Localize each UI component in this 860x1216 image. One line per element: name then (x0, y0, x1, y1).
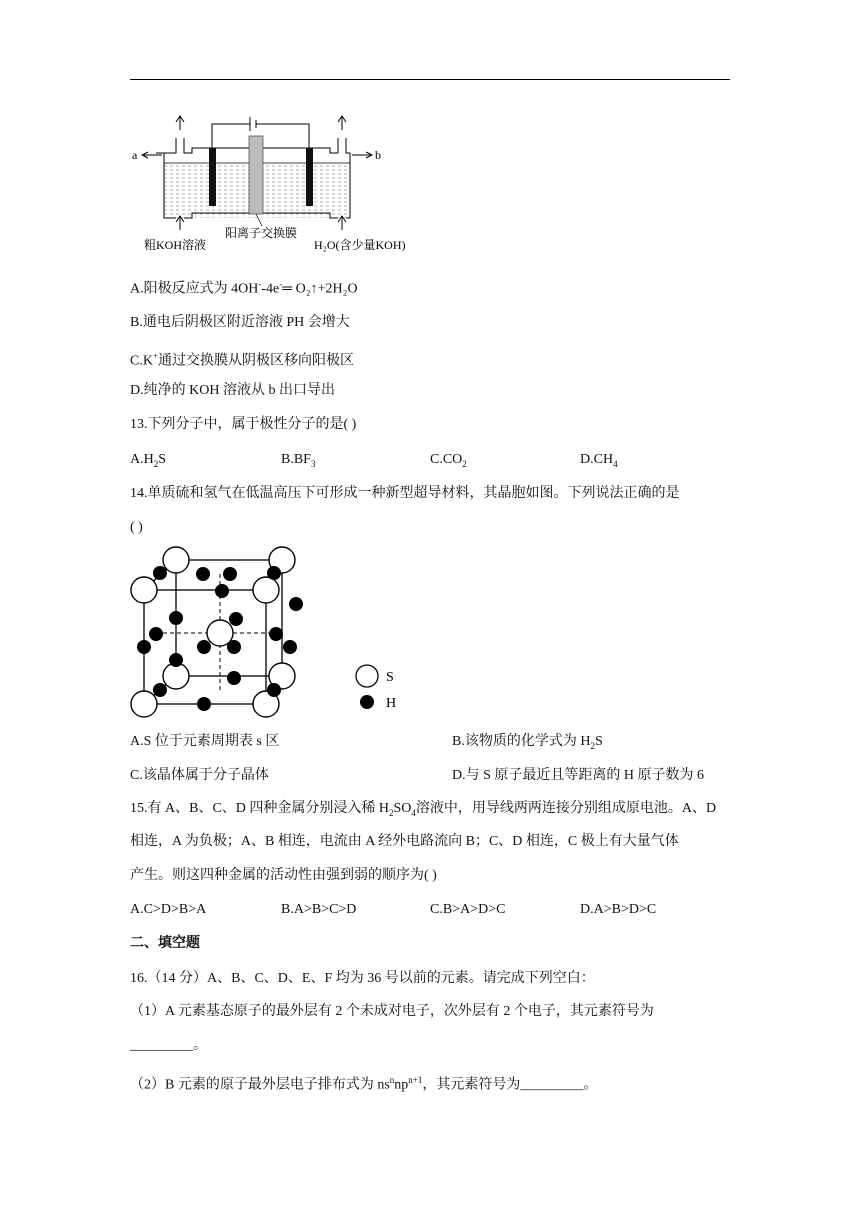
legend-s-symbol (356, 665, 378, 687)
outlet-a-label: a (132, 148, 138, 162)
cation-exchange-membrane (249, 136, 263, 214)
q14-option-d: D.与 S 原子最近且等距离的 H 原子数为 6 (452, 768, 705, 783)
h-atom (227, 671, 241, 685)
q14-option-a: A.S 位于元素周期表 s 区 (130, 734, 280, 749)
q16-part2: （2）B 元素的原子最外层电子排布式为 $ns^nnp^{n+1}$，其元素符号为_________。 (130, 1075, 598, 1093)
q12-option-a: A.阳极反应式为 4OH--4e-═ O₂↑+2H₂O (130, 279, 358, 297)
h-atom (169, 611, 183, 625)
q16-stem: 16.（14 分）A、B、C、D、E、F 均为 36 号以前的元素。请完成下列空白： (130, 971, 595, 986)
q12-option-b: B.通电后阴极区附近溶液 PH 会增大 (130, 315, 350, 330)
q14-stem: 14.单质硫和氢气在低温高压下可形成一种新型超导材料，其晶胞如图。下列说法正确的是 (130, 486, 680, 501)
header-rule (130, 79, 730, 80)
electrolysis-cell-figure (128, 108, 428, 256)
h-atom (196, 567, 210, 581)
legend-s-label: S (386, 670, 394, 685)
q13-option-c: $C.CO_2$ (430, 452, 467, 469)
h-atom (223, 567, 237, 581)
anode-electrode (209, 148, 216, 206)
q13-stem: 13.下列分子中，属于极性分子的是( ) (130, 417, 357, 432)
q16-part1-blank: _________。 (130, 1038, 207, 1053)
q13-option-b: $B.BF_3$ (281, 452, 316, 469)
q15-stem-line1: 15.有 A、B、C、D 四种金属分别浸入稀 $H_2SO_4$溶液中，用导线两两连接分别组成原电池。A、D (130, 801, 717, 818)
h-atom (269, 627, 283, 641)
q14-option-c: C.该晶体属于分子晶体 (130, 768, 269, 783)
s-atom (253, 577, 279, 603)
h-atom (153, 566, 167, 580)
crystal-cell-figure (126, 544, 416, 724)
q13-option-a: $A.H_2S$ (130, 452, 167, 469)
h-atom (289, 597, 303, 611)
q15-stem-line3: 产生。则这四种金属的活动性由强到弱的顺序为( ) (130, 868, 437, 883)
q14-option-b: B.该物质的化学式为 $H_2S$ (452, 734, 603, 751)
s-atom (131, 577, 157, 603)
legend-h-symbol (360, 695, 374, 709)
q13-option-d: $D.CH_4$ (580, 452, 618, 469)
h-atom (197, 697, 211, 711)
h-atom (227, 640, 241, 654)
h-atom (137, 640, 151, 654)
circuit-wire (212, 124, 250, 148)
q12-option-c: C.K+通过交换膜从阴极区移向阳极区 (130, 351, 355, 369)
section-heading: 二、填空题 (130, 936, 200, 951)
q15-stem-line2: 相连，A 为负极；A、B 相连，电流由 A 经外电路流向 B；C、D 相连，C 极上有大量气体 (130, 834, 679, 849)
q15-option-d: D.A>B>D>C (580, 902, 657, 917)
cathode-electrode (306, 148, 313, 206)
h-atom (169, 653, 183, 667)
legend-h-label: H (386, 696, 397, 711)
h-atom (267, 566, 281, 580)
membrane-label: 阳离子交换膜 (225, 226, 298, 240)
h-atom (149, 627, 163, 641)
h-atom (283, 640, 297, 654)
h-atom (229, 612, 243, 626)
q14-stem-paren: ( ) (130, 520, 143, 535)
q15-option-a: A.C>D>B>A (130, 902, 207, 917)
h-atom (267, 683, 281, 697)
q15-option-c: C.B>A>D>C (430, 902, 506, 917)
q12-option-d: D.纯净的 KOH 溶液从 b 出口导出 (130, 383, 335, 398)
left-input-label: 粗KOH溶液 (144, 238, 206, 252)
s-atom (131, 691, 157, 717)
h-atom (153, 683, 167, 697)
s-atom (163, 547, 189, 573)
outlet-b-label: b (375, 148, 381, 162)
q15-option-b: B.A>B>C>D (281, 902, 357, 917)
right-input-label: H₂O(含少量KOH) (314, 238, 406, 252)
h-atom (197, 640, 211, 654)
q16-part1: （1）A 元素基态原子的最外层有 2 个未成对电子，次外层有 2 个电子，其元素符号为 (130, 1004, 654, 1019)
h-atom (215, 584, 229, 598)
